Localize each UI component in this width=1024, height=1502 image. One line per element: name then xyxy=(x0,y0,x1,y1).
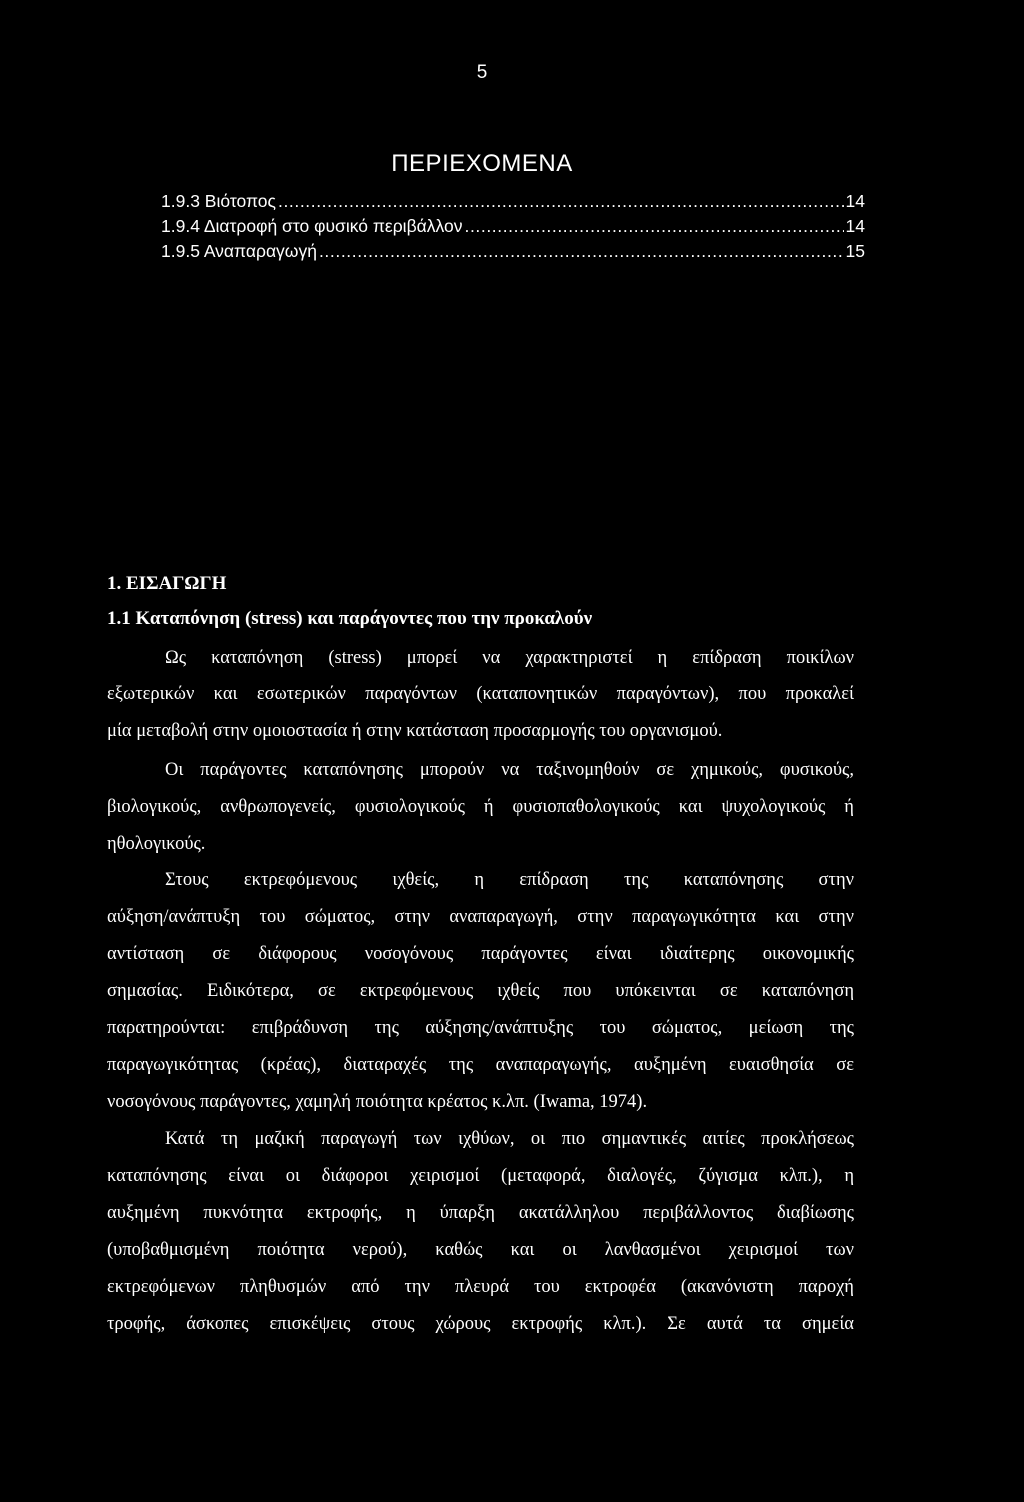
body-line: αντίσταση σε διάφορους νοσογόνους παράγοντες είναι ιδιαίτερης οικονομικής xyxy=(107,944,854,964)
body-line: μία μεταβολή στην ομοιοστασία ή στην κατάσταση προσαρμογής του οργανισμού. xyxy=(107,721,723,741)
toc-leader-dots xyxy=(464,216,843,237)
body-line: τροφής, άσκοπες επισκέψεις στους χώρους εκτροφής κλπ.). Σε αυτά τα σημεία xyxy=(107,1314,854,1334)
body-line: βιολογικούς, ανθρωπογενείς, φυσιολογικούς ή φυσιοπαθολογικούς και ψυχολογικούς ή xyxy=(107,797,854,817)
body-line: εξωτερικών και εσωτερικών παραγόντων (καταπονητικών παραγόντων), που προκαλεί xyxy=(107,684,854,704)
toc-entry-page: 14 xyxy=(845,191,865,211)
body-line: νοσογόνους παράγοντες, χαμηλή ποιότητα κρέατος κ.λπ. (Iwama, 1974). xyxy=(107,1092,648,1112)
body-line: ηθολογικούς. xyxy=(107,834,206,854)
body-line: Στους εκτρεφόμενους ιχθείς, η επίδραση της καταπόνησης στην xyxy=(165,870,854,890)
page-number: 5 xyxy=(476,62,488,83)
chapter-heading: 1. ΕΙΣΑΓΩΓΗ xyxy=(107,573,227,594)
toc-leader-dots xyxy=(278,191,844,212)
body-line: σημασίας. Ειδικότερα, σε εκτρεφόμενους ιχθείς που υπόκεινται σε καταπόνηση xyxy=(107,981,854,1001)
section-heading: 1.1 Καταπόνηση (stress) και παράγοντες που την προκαλούν xyxy=(107,608,593,629)
toc-entry xyxy=(161,216,865,241)
body-line: Κατά τη μαζική παραγωγή των ιχθύων, οι πιο σημαντικές αιτίες προκλήσεως xyxy=(165,1129,854,1149)
table-of-contents xyxy=(161,191,865,266)
body-line: καταπόνησης είναι οι διάφοροι χειρισμοί (μεταφορά, διαλογές, ζύγισμα κλπ.), η xyxy=(107,1166,854,1186)
body-line: παρατηρούνται: επιβράδυνση της αύξησης/ανάπτυξης του σώματος, μείωση της xyxy=(107,1018,854,1038)
body-line: Ως καταπόνηση (stress) μπορεί να χαρακτηριστεί η επίδραση ποικίλων xyxy=(165,648,854,668)
body-line: (υποβαθμισμένη ποιότητα νερού), καθώς και οι λανθασμένοι χειρισμοί των xyxy=(107,1240,854,1260)
toc-entry xyxy=(161,241,865,266)
toc-entry-label: 1.9.5 Αναπαραγωγή xyxy=(161,241,317,261)
body-line: παραγωγικότητας (κρέας), διαταραχές της αναπαραγωγής, αυξημένη ευαισθησία σε xyxy=(107,1055,854,1075)
body-line: εκτρεφόμενων πληθυσμών από την πλευρά του εκτροφέα (ακανόνιστη παροχή xyxy=(107,1277,854,1297)
toc-entry-page: 15 xyxy=(845,241,865,261)
toc-title: ΠΕΡΙΕΧΟΜΕΝΑ xyxy=(391,150,573,177)
toc-entry-label: 1.9.3 Βιότοπος xyxy=(161,191,276,211)
body-line: Οι παράγοντες καταπόνησης μπορούν να ταξινομηθούν σε χημικούς, φυσικούς, xyxy=(165,760,854,780)
body-line: αύξηση/ανάπτυξη του σώματος, στην αναπαραγωγή, στην παραγωγικότητα και στην xyxy=(107,907,854,927)
toc-entry xyxy=(161,191,865,216)
toc-leader-dots xyxy=(319,241,844,262)
body-line: αυξημένη πυκνότητα εκτροφής, η ύπαρξη ακατάλληλου περιβάλλοντος διαβίωσης xyxy=(107,1203,854,1223)
toc-entry-label: 1.9.4 Διατροφή στο φυσικό περιβάλλον xyxy=(161,216,463,236)
toc-entry-page: 14 xyxy=(845,216,865,236)
